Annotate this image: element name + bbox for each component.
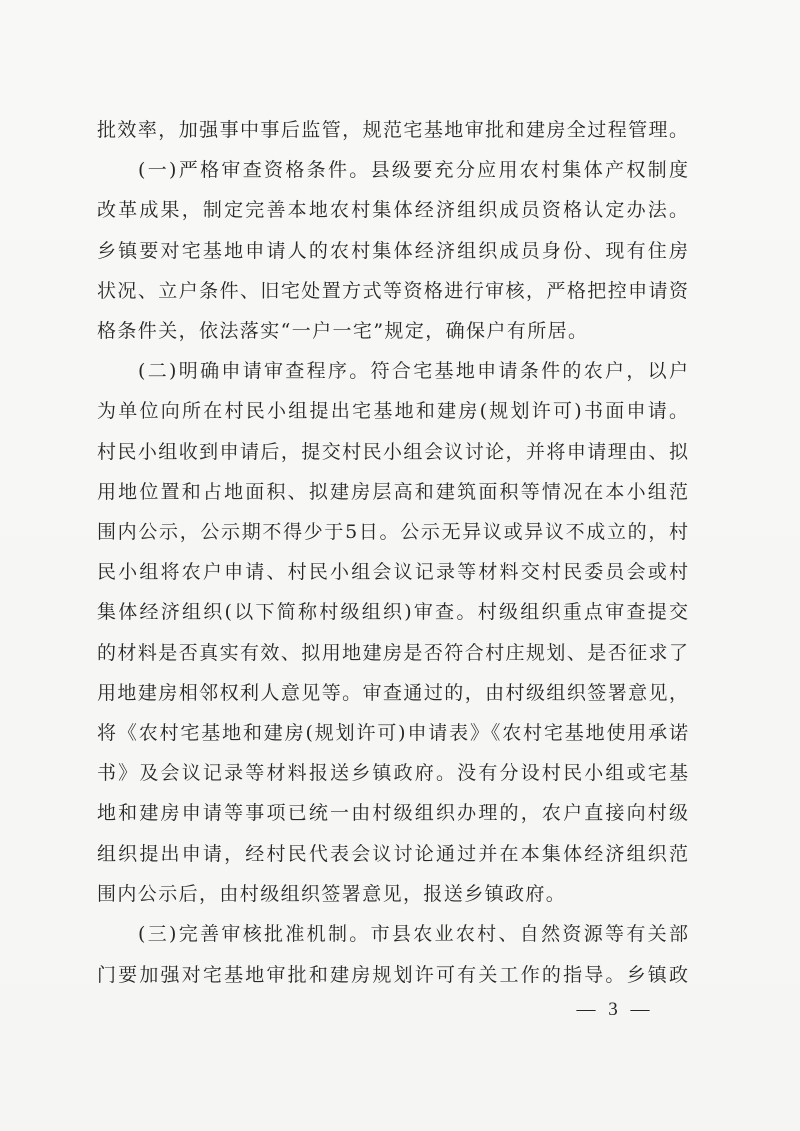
text-line: 状况、立户条件、旧宅处置方式等资格进行审核，严格把控申请资 bbox=[97, 280, 688, 302]
text-line: 民小组将农户申请、村民小组会议记录等材料交村民委员会或村 bbox=[97, 561, 688, 583]
text-line: 围内公示后，由村级组织签署意见，报送乡镇政府。 bbox=[97, 883, 567, 905]
text-line: 格条件关，依法落实“一户一宅”规定，确保户有所居。 bbox=[97, 320, 589, 342]
section-heading-line: (二)明确申请审查程序。符合宅基地申请条件的农户，以户 bbox=[138, 360, 688, 382]
text-line: 改革成果，制定完善本地农村集体经济组织成员资格认定办法。 bbox=[97, 199, 688, 221]
text-line: 村民小组收到申请后，提交村民小组会议讨论，并将申请理由、拟 bbox=[97, 441, 688, 463]
text-line: 将《农村宅基地和建房(规划许可)申请表》《农村宅基地使用承诺 bbox=[97, 722, 688, 744]
text-line: 围内公示，公示期不得少于5日。公示无异议或异议不成立的，村 bbox=[97, 521, 688, 543]
text-line: 门要加强对宅基地审批和建房规划许可有关工作的指导。乡镇政 bbox=[97, 964, 688, 986]
text-line: 书》及会议记录等材料报送乡镇政府。没有分设村民小组或宅基 bbox=[97, 762, 688, 784]
section-heading-line: (三)完善审核批准机制。市县农业农村、自然资源等有关部 bbox=[138, 923, 688, 945]
text-line: 组织提出申请，经村民代表会议讨论通过并在本集体经济组织范 bbox=[97, 843, 688, 865]
page-number: — 3 — bbox=[576, 999, 654, 1020]
text-line: 批效率，加强事中事后监管，规范宅基地审批和建房全过程管理。 bbox=[97, 119, 688, 141]
text-line: 用地位置和占地面积、拟建房层高和建筑面积等情况在本小组范 bbox=[97, 481, 688, 503]
section-heading-line: (一)严格审查资格条件。县级要充分应用农村集体产权制度 bbox=[138, 159, 688, 181]
text-line: 用地建房相邻权利人意见等。审查通过的，由村级组织签署意见， bbox=[97, 682, 688, 704]
text-line: 集体经济组织(以下简称村级组织)审查。村级组织重点审查提交 bbox=[97, 601, 688, 623]
text-line: 为单位向所在村民小组提出宅基地和建房(规划许可)书面申请。 bbox=[97, 400, 688, 422]
text-line: 乡镇要对宅基地申请人的农村集体经济组织成员身份、现有住房 bbox=[97, 240, 688, 262]
text-line: 的材料是否真实有效、拟用地建房是否符合村庄规划、是否征求了 bbox=[97, 642, 688, 664]
text-line: 地和建房申请等事项已统一由村级组织办理的，农户直接向村级 bbox=[97, 802, 688, 824]
